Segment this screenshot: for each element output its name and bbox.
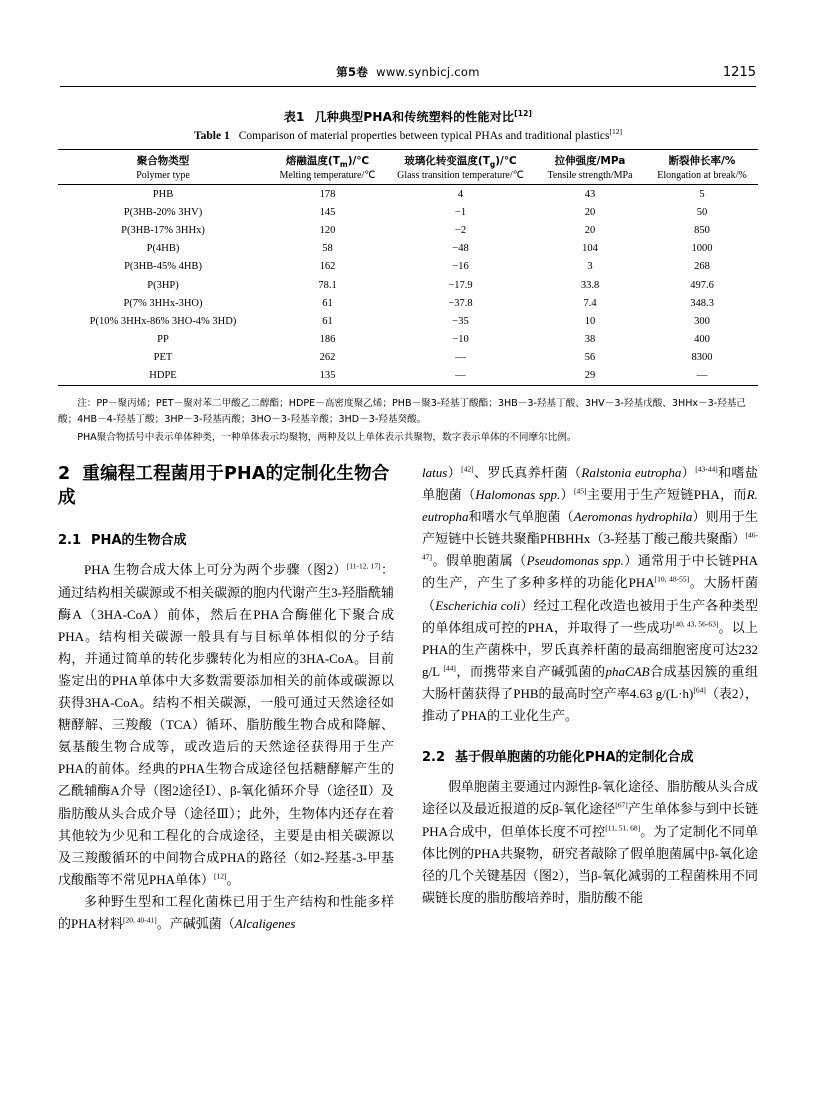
th-en-tensile: Tensile strength/MPa (534, 169, 646, 185)
cell-elongation: 400 (694, 334, 710, 346)
cell-elongation: 850 (694, 224, 710, 236)
subsection-heading-2-1 (58, 532, 394, 550)
properties-table (58, 149, 758, 386)
cell-glass: −17.9 (448, 279, 473, 291)
subsection-number: 2.1 (58, 533, 82, 549)
cell-elongation: 268 (694, 261, 710, 273)
section-heading-2 (58, 462, 394, 510)
cell-glass: — (455, 352, 466, 364)
table-row (58, 331, 758, 349)
section-number: 2 (58, 464, 71, 484)
table-block (58, 108, 758, 386)
th-en-glass: Glass transition temperature/℃ (387, 169, 534, 185)
right-paragraph-1: latus）[42]、罗氏真养杆菌（Ralstonia eutropha）[43-44]和嗜盐单胞菌（Halomonas spp.）[45]主要用于生产短链PHA，而R. eutropha和嗜水气单胞菌（Aeromonas hydrophila）则用于生产短链中长链共聚酯PHBHHx（3-羟基丁酸己酸共聚酯）[46-47]。假单胞菌属（Pseudomonas spp.）通常用于中长链PHA的生产，产生了多种多样的功能化PHA[10, 48-55]。大肠杆菌（Escherichia coli）经过工程化改造也被用于生产各种类型的单体组成可控的PHA，并取得了一些成功[40, 43, 56-63]。以上PHA的生产菌株中，罗氏真养杆菌的最高细胞密度可达232 g/L [44]，而携带来自产碱弧菌的phaCAB合成基因簇的重组大肠杆菌获得了PHB的最高时空产率4.63 g/(L·h)[64]（表2），推动了PHA的工业化生产。 (422, 464, 758, 724)
table-caption-cn-ref: [12] (514, 109, 533, 118)
table-row (58, 258, 758, 276)
body-columns (58, 462, 758, 1070)
cell-elongation: — (646, 367, 758, 386)
table-row (58, 185, 758, 204)
table-caption-chinese (58, 108, 758, 125)
subsection-number-2-2: 2.2 (422, 750, 446, 766)
journal-website: www.synbicj.com (376, 65, 480, 79)
table-caption-cn-text: 几种典型PHA和传统塑料的性能对比 (314, 110, 515, 124)
th-cn-melting (268, 150, 387, 170)
cell-polymer: PHB (152, 188, 174, 200)
cell-tensile: 33.8 (580, 279, 600, 291)
th-cn-melting-sub: m (339, 160, 348, 170)
table-note-1: 注：PP－聚丙烯；PET－聚对苯二甲酸乙二醇酯；HDPE－高密度聚乙烯；PHB－聚3-羟基丁酸酯；3HB－3-羟基丁酸、3HV－3-羟基戊酸、3HHx－3-羟基己酸；4HB－4-羟基丁酸；3HP－3-羟基丙酸；3HO－3-羟基辛酸；3HD－3-羟基癸酸。 (58, 398, 747, 425)
cell-glass: −48 (452, 243, 469, 255)
table-row (58, 349, 758, 367)
table-caption-cn-label: 表1 (283, 110, 305, 124)
th-cn-glass-tail: )/℃ (495, 155, 517, 167)
th-cn-glass-text: 玻璃化转变温度(T (404, 155, 490, 167)
table-caption-english (58, 127, 758, 142)
cell-glass: 4 (457, 188, 464, 200)
cell-tensile: 3 (587, 261, 593, 273)
th-cn-melting-text: 熔融温度(T (285, 155, 340, 167)
table-row (58, 221, 758, 239)
cell-melting: 61 (322, 315, 333, 327)
table-row (58, 312, 758, 330)
running-head (60, 58, 756, 80)
running-head-center (336, 64, 480, 80)
cell-polymer: P(4HB) (146, 243, 180, 255)
subsection-title-2-2: 基于假单胞菌的功能化PHA的定制化合成 (455, 750, 694, 766)
table-row (58, 203, 758, 221)
section-title: 重编程工程菌用于PHA的定制化生物合成 (58, 464, 390, 509)
table-header-row-english (58, 169, 758, 185)
cell-polymer: P(3HB-17% 3HHx) (121, 224, 205, 236)
cell-glass: −1 (454, 206, 467, 218)
cell-tensile: 43 (584, 188, 596, 200)
cell-polymer: P(3HB-45% 4HB) (124, 261, 202, 273)
cell-polymer: PET (153, 352, 173, 364)
table-caption-en-label: Table 1 (194, 130, 230, 142)
left-column (58, 462, 394, 1070)
cell-elongation: 1000 (691, 243, 713, 255)
cell-polymer: P(10% 3HHx-86% 3HO-4% 3HD) (89, 315, 237, 327)
cell-melting: 178 (319, 188, 336, 200)
cell-melting: 135 (268, 367, 387, 386)
cell-polymer: P(7% 3HHx-3HO) (123, 297, 203, 309)
cell-polymer: P(3HP) (147, 279, 179, 291)
cell-glass: −35 (452, 315, 469, 327)
right-paragraph-2: 假单胞菌主要通过内源性β-氧化途径、脂肪酸从头合成途径以及最近报道的反β-氧化途径[67]产生单体参与到中长链PHA合成中，但单体长度不可控[11, 51, 68]。为了定制化不同单体比例的PHA共聚物，研究者敲除了假单胞菌属中β-氧化途径的几个关键基因（图2），当β-氧化减弱的工程菌株用不同碳链长度的脂肪酸培养时，脂肪酸不能 (422, 779, 758, 905)
th-cn-elongation: 断裂伸长率/% (646, 150, 758, 170)
cell-melting: 78.1 (318, 279, 337, 291)
cell-elongation: 497.6 (690, 279, 714, 291)
table-row (58, 276, 758, 294)
cell-tensile: 56 (584, 352, 596, 364)
right-column (422, 462, 758, 1070)
volume-label: 第5卷 (336, 65, 369, 79)
cell-polymer: PP (157, 334, 169, 346)
table-row (58, 240, 758, 258)
cell-glass: −37.8 (448, 297, 473, 309)
subsection-heading-2-2 (422, 749, 758, 767)
th-cn-polymer: 聚合物类型 (58, 150, 268, 170)
cell-tensile: 7.4 (583, 297, 597, 309)
header-rule (60, 86, 756, 87)
left-paragraph-2: 多种野生型和工程化菌株已用于生产结构和性能多样的PHA材料[20, 40-41]。产碱弧菌（Alcaligenes (58, 893, 394, 931)
cell-glass: — (387, 367, 534, 386)
cell-melting: 186 (319, 334, 336, 346)
cell-tensile: 20 (584, 224, 596, 236)
table-body (58, 185, 758, 386)
th-cn-tensile: 拉伸强度/MPa (534, 150, 646, 170)
table-row (58, 294, 758, 312)
cell-tensile: 29 (534, 367, 646, 386)
cell-glass: −16 (452, 261, 469, 273)
cell-melting: 58 (322, 243, 333, 255)
cell-melting: 145 (319, 206, 336, 218)
cell-elongation: 5 (699, 188, 705, 200)
th-en-elongation: Elongation at break/% (646, 169, 758, 185)
th-cn-glass-sub: g (489, 160, 496, 170)
cell-elongation: 50 (696, 206, 708, 218)
cell-melting: 262 (319, 352, 336, 364)
cell-polymer: P(3HB-20% 3HV) (123, 206, 203, 218)
th-en-polymer: Polymer type (58, 169, 268, 185)
table-head (58, 150, 758, 185)
cell-melting: 120 (319, 224, 336, 236)
page-number: 1215 (722, 65, 756, 80)
cell-tensile: 10 (584, 315, 596, 327)
cell-elongation: 300 (694, 315, 710, 327)
table-note-2: PHA聚合物括号中表示单体种类，一种单体表示均聚物，两种及以上单体表示共聚物，数字表示单体的不同摩尔比例。 (77, 432, 577, 444)
th-en-melting: Melting temperature/℃ (268, 169, 387, 185)
cell-glass: −10 (452, 334, 469, 346)
table-header-row-chinese (58, 150, 758, 170)
table-caption-en-text: Comparison of material properties between typical PHAs and traditional plastics (238, 130, 610, 142)
table-notes (58, 396, 758, 446)
cell-tensile: 20 (584, 206, 596, 218)
th-cn-glass (387, 150, 534, 170)
subsection-title: PHA的生物合成 (91, 533, 187, 549)
left-paragraph-1: PHA 生物合成大体上可分为两个步骤（图2）[11-12, 17]：通过结构相关碳源或不相关碳源的胞内代谢产生3-羟脂酰辅酶A（3HA-CoA）前体，然后在PHA合酶催化下聚合成PHA。结构相关碳源一般具有与目标单体相似的分子结构，并通过简单的转化步骤转化为相应的3HA-CoA。目前鉴定出的PHA单体中大多数需要添加相关的前体或碳源以获得3HA-CoA。结构不相关碳源，一般可通过天然途径如糖酵解、三羧酸（TCA）循环、脂肪酸生物合成和降解、氨基酸生物合成等，或改造后的天然途径获得用于生产PHA的前体。经典的PHA生物合成途径包括糖酵解产生的乙酰辅酶A介导（图2途径Ⅰ）、β-氧化循环介导（途径Ⅱ）及脂肪酸从头合成介导（途径Ⅲ）；此外，生物体内还存在着其他较为少见和工程化的合成途径，主要是由相关碳源以及三羧酸循环的中间物合成PHA的路径（如2-羟基-3-甲基戊酸酯等不常见PHA单体）[12]。 (58, 562, 394, 887)
cell-polymer: HDPE (58, 367, 268, 386)
cell-melting: 162 (319, 261, 336, 273)
table-caption-en-ref: [12] (609, 127, 622, 137)
cell-melting: 61 (322, 297, 333, 309)
cell-tensile: 38 (584, 334, 596, 346)
table-row (58, 367, 758, 386)
cell-tensile: 104 (582, 243, 598, 255)
cell-elongation: 348.3 (690, 297, 714, 309)
cell-glass: −2 (454, 224, 467, 236)
cell-elongation: 8300 (691, 352, 713, 364)
th-cn-melting-tail: )/℃ (347, 155, 370, 167)
